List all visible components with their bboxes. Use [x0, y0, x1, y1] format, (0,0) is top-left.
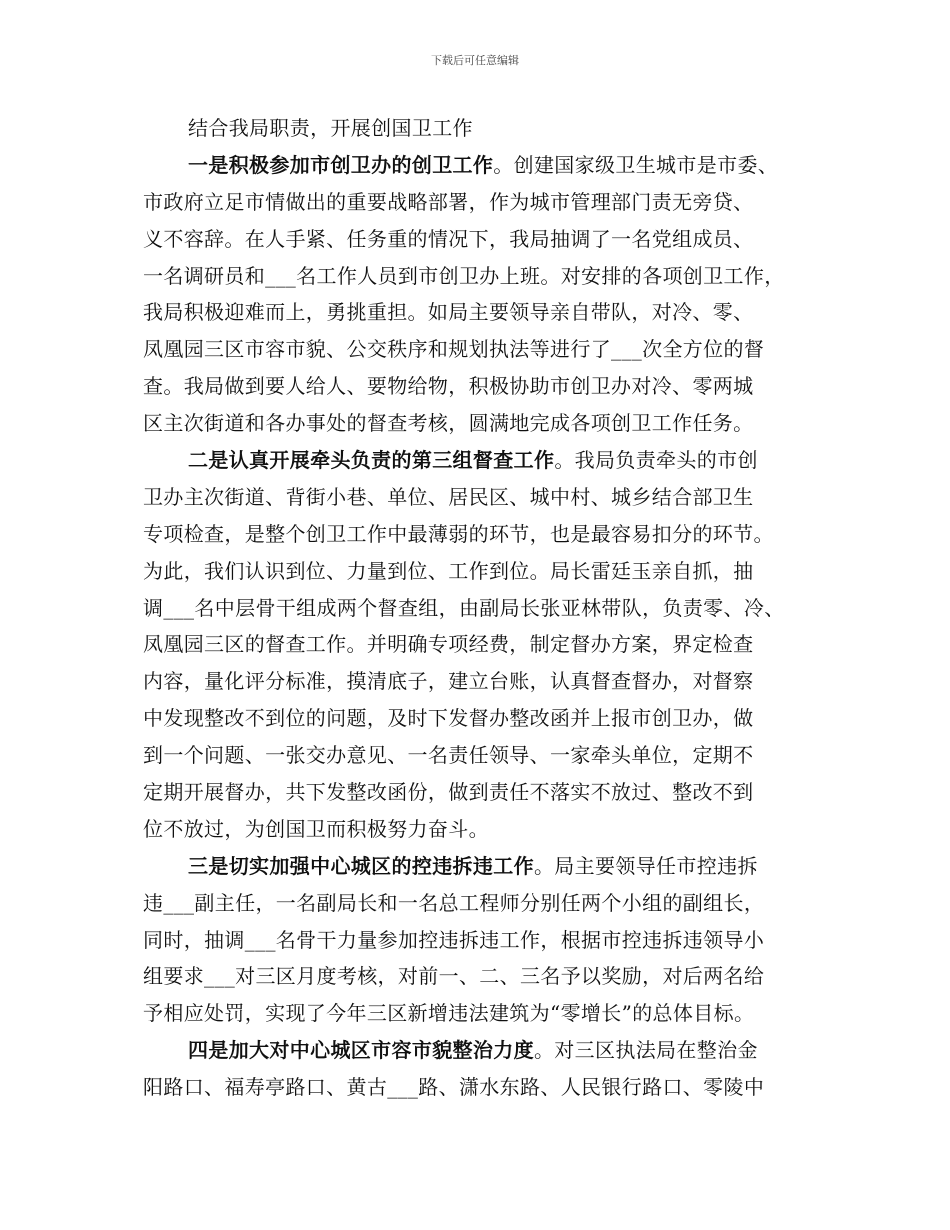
section-heading: 四是加大对中心城区市容市貌整治力度 — [188, 1038, 534, 1063]
text-line — [143, 885, 829, 922]
text-line — [143, 110, 829, 147]
body-text: 凤凰园三区市容市貌、公交秩序和规划执法等进行了___次全方位的督 — [143, 337, 765, 362]
text-line — [143, 516, 829, 553]
text-line — [143, 294, 829, 331]
body-text: 违___副主任，一名副局长和一名总工程师分别任两个小组的副组长， — [143, 890, 765, 915]
text-line — [143, 922, 829, 959]
text-line — [143, 442, 829, 479]
text-line — [143, 368, 829, 405]
body-text: 为此，我们认识到位、力量到位、工作到位。局长雷廷玉亲自抓，抽 — [143, 558, 754, 583]
document-body — [143, 110, 829, 1106]
body-text: 内容，量化评分标准，摸清底子，建立台账，认真督查督办，对督察 — [143, 669, 754, 694]
text-line — [143, 147, 829, 184]
text-line — [143, 737, 829, 774]
text-line — [143, 405, 829, 442]
text-line — [143, 700, 829, 737]
text-line — [143, 184, 829, 221]
text-line — [143, 590, 829, 627]
body-text: 到一个问题、一张交办意见、一名责任领导、一家牵头单位，定期不 — [143, 743, 754, 768]
text-line — [143, 1069, 829, 1106]
text-line — [143, 774, 829, 811]
page-header: 下载后可任意编辑 — [431, 54, 519, 67]
body-text: 中发现整改不到位的问题，及时下发督办整改函并上报市创卫办，做 — [143, 706, 754, 731]
text-line — [143, 1032, 829, 1069]
text-line — [143, 848, 829, 885]
section-heading: 三是切实加强中心城区的控违拆违工作 — [188, 853, 534, 878]
text-line — [143, 553, 829, 590]
body-text: 同时，抽调___名骨干力量参加控违拆违工作，根据市控违拆违领导小 — [143, 927, 765, 952]
text-line — [143, 811, 829, 848]
section-heading: 二是认真开展牵头负责的第三组督查工作 — [188, 448, 555, 473]
section-heading: 一是积极参加市创卫办的创卫工作 — [188, 152, 494, 177]
body-text: 。对三区执法局在整治金 — [533, 1038, 758, 1063]
body-text: 区主次街道和各办事处的督查考核，圆满地完成各项创卫工作任务。 — [143, 411, 754, 436]
body-text: 市政府立足市情做出的重要战略部署，作为城市管理部门责无旁贷、 — [143, 189, 754, 214]
body-text: 凤凰园三区的督查工作。并明确专项经费，制定督办方案，界定检查 — [143, 632, 754, 657]
body-text: 。我局负责牵头的市创 — [554, 448, 758, 473]
text-line — [143, 331, 829, 368]
body-text: 义不容辞。在人手紧、任务重的情况下，我局抽调了一名党组成员、 — [143, 226, 754, 251]
body-text: 专项检查，是整个创卫工作中最薄弱的环节，也是最容易扣分的环节。 — [143, 521, 774, 546]
body-text: 查。我局做到要人给人、要物给物，积极协助市创卫办对冷、零两城 — [143, 374, 754, 399]
body-text: 位不放过，为创国卫而积极努力奋斗。 — [143, 816, 489, 841]
text-line — [143, 258, 829, 295]
body-text: 予相应处罚，实现了今年三区新增违法建筑为“零增长”的总体目标。 — [143, 1001, 755, 1026]
text-line — [143, 626, 829, 663]
body-text: 阳路口、福寿亭路口、黄古___路、潇水东路、人民银行路口、零陵中 — [143, 1075, 765, 1100]
text-line — [143, 479, 829, 516]
body-text: 调___名中层骨干组成两个督查组，由副局长张亚林带队，负责零、冷、 — [143, 595, 785, 620]
body-text: 。局主要领导任市控违拆 — [533, 853, 758, 878]
body-text: 定期开展督办，共下发整改函份，做到责任不落实不放过、整改不到 — [143, 780, 754, 805]
text-line — [143, 221, 829, 258]
text-line — [143, 995, 829, 1032]
text-line — [143, 958, 829, 995]
body-text: 我局积极迎难而上，勇挑重担。如局主要领导亲自带队，对冷、零、 — [143, 300, 754, 325]
body-text: 结合我局职责，开展创国卫工作 — [188, 116, 473, 140]
body-text: 组要求___对三区月度考核，对前一、二、三名予以奖励，对后两名给 — [143, 964, 765, 989]
body-text: 卫办主次街道、背街小巷、单位、居民区、城中村、城乡结合部卫生 — [143, 484, 754, 509]
text-line — [143, 663, 829, 700]
body-text: 一名调研员和___名工作人员到市创卫办上班。对安排的各项创卫工作， — [143, 263, 785, 288]
body-text: 。创建国家级卫生城市是市委、 — [493, 152, 779, 177]
